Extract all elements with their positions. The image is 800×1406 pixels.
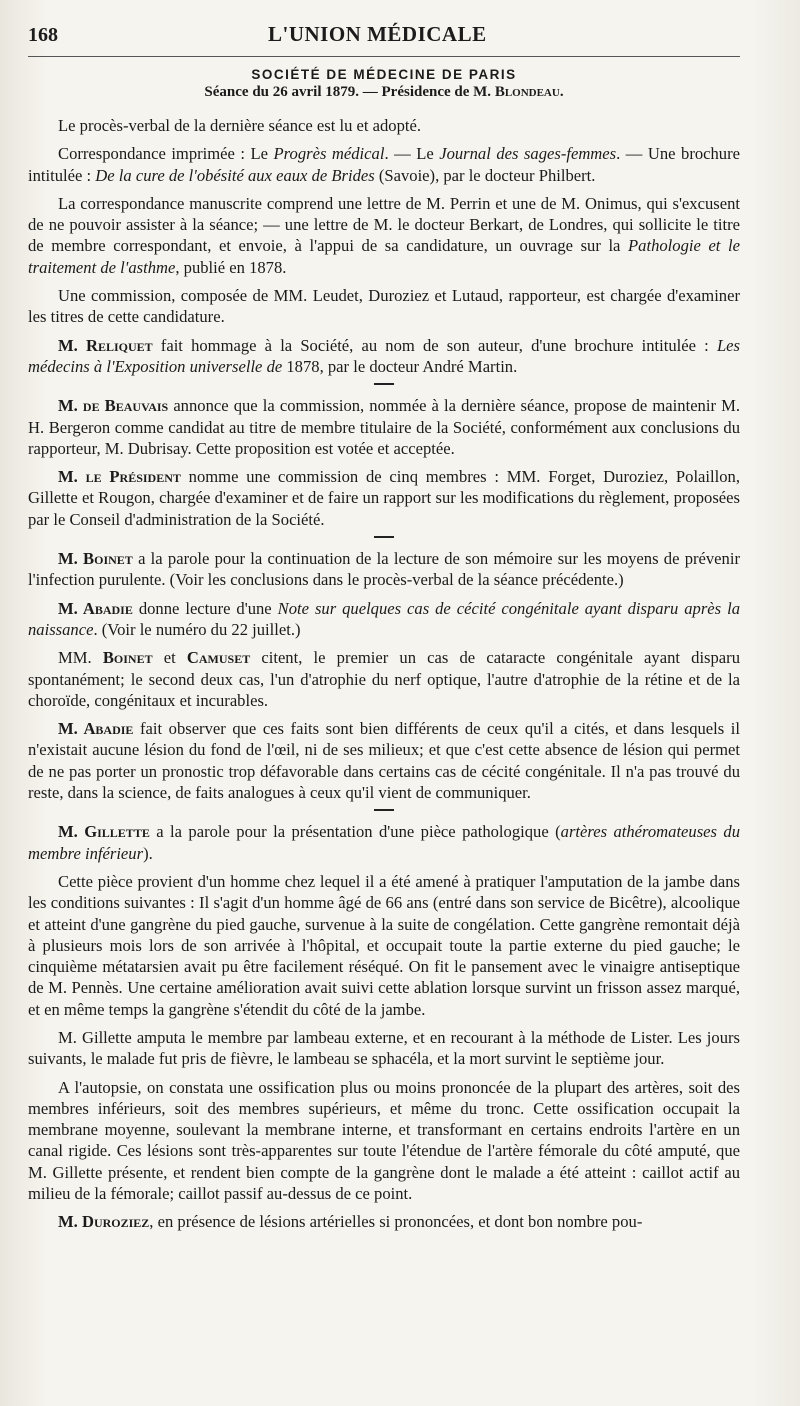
journal-title: L'UNION MÉDICALE xyxy=(268,22,487,46)
paragraph-printed-correspondence: Correspondance imprimée : Le Progrès médical. — Le Journal des sages-femmes. — Une brochure intitulée : De la cure de l'obésité aux eaux de Brides (Savoie), par le docteur Philbert. xyxy=(28,144,740,185)
session-president: Blondeau xyxy=(494,84,560,100)
paragraph-manuscript-correspondence: La correspondance manuscrite comprend une lettre de M. Perrin et une de M. Onimus, qui s'excusent de ne pouvoir assister à la séance; — une lettre de M. le docteur Berkart, de Londres, qui sollicite le titre de membre correspondant, et envoie, à l'appui de sa candidature, un ouvrage sur la Pathologie et le traitement de l'asthme, publié en 1878. xyxy=(28,193,740,277)
speaker-name: Boinet xyxy=(102,648,153,668)
speaker-name: M. Boinet xyxy=(58,549,133,569)
paragraph-case-history: Cette pièce provient d'un homme chez lequel il a été amené à pratiquer l'amputation de la jambe dans les conditions suivantes : Il s'agit d'un homme âgé de 66 ans (entré dans son service de Bicêtre), alcoolique et atteint d'une gangrène du pied gauche, survenue à la suite de congélation. Cette gangrène remontait déjà à plusieurs mois lors de son arrivée à l'hôpital, et occupait toute la partie externe du pied gauche; le cinquième métatarsien avait pu être facilement réséqué. On fit le pansement avec le vinaigre antiseptique de M. Pennès. Une certaine amélioration avait suivi cette ablation lorsque survint un frisson assez marqué, et en même temps la gangrène s'étendit du côté de la jambe. xyxy=(28,871,740,1019)
session-suffix: . xyxy=(559,84,564,100)
session-date: Séance du 26 avril 1879. — Présidence de M. xyxy=(204,84,495,100)
brochure-title: Les médecins à l'Exposition universelle de xyxy=(28,335,740,376)
speaker-name: M. Abadie xyxy=(58,598,133,618)
journal-reference: Progrès médical xyxy=(273,144,385,164)
session-line xyxy=(28,84,740,101)
section-separator xyxy=(374,383,394,385)
paragraph-duroziez: M. Duroziez, en présence de lésions artérielles si prononcées, et dont bon nombre pou- xyxy=(58,1212,643,1232)
paragraph-boinet-camuset: MM. Boinet et Camuset citent, le premier un cas de cataracte congénitale ayant disparu spontanément; le second deux cas, l'un d'atrophie du nerf optique, l'autre d'atrophie de la rétine et de la choroïde, congénitaux et incurables. xyxy=(28,648,740,710)
page-header xyxy=(28,22,740,57)
paragraph-boinet: M. Boinet a la parole pour la continuation de la lecture de son mémoire sur les moyens de prévenir l'infection purulente. (Voir les conclusions dans le procès-verbal de la séance précédente.) xyxy=(28,549,740,590)
speaker-name: M. Abadie xyxy=(58,719,134,739)
brochure-title: De la cure de l'obésité aux eaux de Brides xyxy=(95,165,375,185)
paragraph-gillette: M. Gillette a la parole pour la présentation d'une pièce pathologique (artères athéromateuses du membre inférieur). xyxy=(28,822,741,863)
specimen-title: artères athéromateuses du membre inférieur xyxy=(28,822,741,863)
note-title: Note sur quelques cas de cécité congénitale ayant disparu après la naissance xyxy=(28,598,741,639)
paragraph-reliquet: M. Reliquet fait hommage à la Société, au nom de son auteur, d'une brochure intitulée : Les médecins à l'Exposition universelle de 1878, par le docteur André Martin. xyxy=(28,335,740,376)
paragraph-abadie-note: M. Abadie donne lecture d'une Note sur quelques cas de cécité congénitale ayant disparu après la naissance. (Voir le numéro du 22 juillet.) xyxy=(28,598,741,639)
paragraph-amputation: M. Gillette amputa le membre par lambeau externe, et en recourant à la méthode de Lister. Les jours suivants, le malade fut pris de fièvre, le lambeau se sphacéla, et la mort survint le septième jour. xyxy=(28,1027,740,1069)
paragraph-autopsy: A l'autopsie, on constata une ossification plus ou moins prononcée de la plupart des artères, soit des membres inférieurs, soit des membres supérieurs, et même du tronc. Cette ossification occupait la membrane moyenne, soulevant la membrane interne, et transformant en certains endroits l'artère en un canal rigide. Ces lésions sont très-apparentes sur toute l'étendue de l'artère fémorale du côté amputé, que M. Gillette présente, et rendent bien compte de la gangrène dont le malade a été atteint : caillot actif au milieu de la fémorale; caillot passif au-dessus de ce point. xyxy=(28,1077,740,1204)
speaker-name: M. Reliquet xyxy=(58,335,153,355)
paragraph-de-beauvais: M. de Beauvais annonce que la commission, nommée à la dernière séance, propose de maintenir M. H. Bergeron comme candidat au titre de membre titulaire de la Société, conformément aux conclusions du rapporteur, M. Dubrisay. Cette proposition est votée et acceptée. xyxy=(28,396,740,458)
paragraph-president: M. le Président nomme une commission de cinq membres : MM. Forget, Duroziez, Polaillon, Gillette et Rougon, chargée d'examiner et de faire un rapport sur les modifications du règlement, proposées par le Conseil d'administration de la Société. xyxy=(28,467,740,529)
paragraph-commission: Une commission, composée de MM. Leudet, Duroziez et Lutaud, rapporteur, est chargée d'examiner les titres de cette candidature. xyxy=(28,286,740,327)
journal-reference: Journal des sages-femmes xyxy=(439,144,617,164)
section-separator xyxy=(374,536,394,538)
page-number: 168 xyxy=(28,24,58,46)
article-body xyxy=(28,115,740,1233)
paragraph-minutes: Le procès-verbal de la dernière séance est lu et adopté. xyxy=(58,116,422,135)
speaker-name: M. Duroziez xyxy=(58,1212,150,1232)
speaker-name: M. le Président xyxy=(58,467,181,487)
book-title: Pathologie et le traitement de l'asthme xyxy=(28,236,740,277)
paragraph-abadie-reply: M. Abadie fait observer que ces faits sont bien différents de ceux qu'il a cités, et dans lesquels il n'existait aucune lésion du fond de l'œil, ni de ses milieux; et que c'est cette absence de lésion qui permet de ne pas porter un pronostic trop défavorable dans certains cas de cécité congénitale. Il n'a pas trouvé du reste, dans la science, de faits analogues à ceux qu'il vient de communiquer. xyxy=(28,719,740,803)
speaker-name: M. de Beauvais xyxy=(58,396,169,416)
section-separator xyxy=(374,809,394,811)
speaker-name: Camuset xyxy=(186,648,251,668)
speaker-name: M. Gillette xyxy=(58,822,150,842)
society-title: SOCIÉTÉ DE MÉDECINE DE PARIS xyxy=(251,67,517,82)
